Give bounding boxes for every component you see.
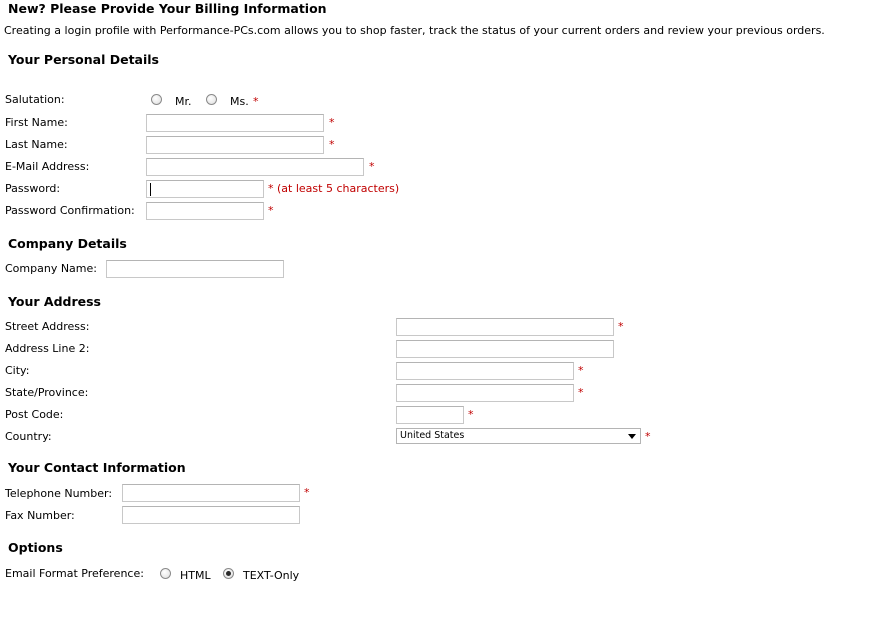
section-heading-company: Company Details [8, 236, 127, 251]
email-label: E-Mail Address: [5, 160, 90, 173]
post-code-input[interactable] [396, 406, 464, 424]
last-name-input[interactable] [146, 136, 324, 154]
required-mark: * [578, 364, 584, 377]
email-format-text-radio[interactable] [223, 568, 234, 579]
first-name-label: First Name: [5, 116, 68, 129]
country-label: Country: [5, 430, 52, 443]
last-name-label: Last Name: [5, 138, 68, 151]
required-mark: * [329, 116, 335, 129]
country-selected-value: United States [400, 430, 465, 441]
telephone-input[interactable] [122, 484, 300, 502]
salutation-label: Salutation: [5, 93, 65, 106]
city-input[interactable] [396, 362, 574, 380]
required-mark: * [369, 160, 375, 173]
first-name-input[interactable] [146, 114, 324, 132]
password-input[interactable] [146, 180, 264, 198]
city-label: City: [5, 364, 30, 377]
text-caret [150, 183, 151, 196]
email-format-label: Email Format Preference: [5, 567, 144, 580]
company-name-label: Company Name: [5, 262, 97, 275]
salutation-mr-label: Mr. [175, 95, 192, 108]
street-address-input[interactable] [396, 318, 614, 336]
post-code-label: Post Code: [5, 408, 64, 421]
intro-text: Creating a login profile with Performance-PCs.com allows you to shop faster, track the status of your current orders and review your previous orders. [4, 24, 825, 37]
fax-label: Fax Number: [5, 509, 75, 522]
section-heading-options: Options [8, 540, 63, 555]
required-mark: * [578, 386, 584, 399]
chevron-down-icon [628, 434, 636, 439]
required-mark: * [253, 95, 259, 108]
password-label: Password: [5, 182, 61, 195]
required-mark: * [645, 430, 651, 443]
salutation-mr-radio[interactable] [151, 94, 162, 105]
address-line2-input[interactable] [396, 340, 614, 358]
required-mark: * [268, 204, 274, 217]
email-input[interactable] [146, 158, 364, 176]
required-mark: * [618, 320, 624, 333]
address-line2-label: Address Line 2: [5, 342, 90, 355]
section-heading-contact: Your Contact Information [8, 460, 186, 475]
section-heading-address: Your Address [8, 294, 101, 309]
required-mark: * [468, 408, 474, 421]
email-format-text-label: TEXT-Only [243, 569, 300, 582]
section-heading-personal: Your Personal Details [8, 52, 159, 67]
telephone-label: Telephone Number: [5, 487, 113, 500]
salutation-ms-radio[interactable] [206, 94, 217, 105]
required-mark: * [329, 138, 335, 151]
email-format-html-label: HTML [180, 569, 211, 582]
password-confirm-input[interactable] [146, 202, 264, 220]
fax-input[interactable] [122, 506, 300, 524]
company-name-input[interactable] [106, 260, 284, 278]
state-label: State/Province: [5, 386, 89, 399]
salutation-ms-label: Ms. [230, 95, 249, 108]
email-format-html-radio[interactable] [160, 568, 171, 579]
password-confirm-label: Password Confirmation: [5, 204, 135, 217]
password-hint: * (at least 5 characters) [268, 182, 400, 195]
street-address-label: Street Address: [5, 320, 90, 333]
country-select[interactable] [396, 428, 641, 444]
required-mark: * [304, 486, 310, 499]
state-input[interactable] [396, 384, 574, 402]
page-title: New? Please Provide Your Billing Information [8, 1, 327, 16]
